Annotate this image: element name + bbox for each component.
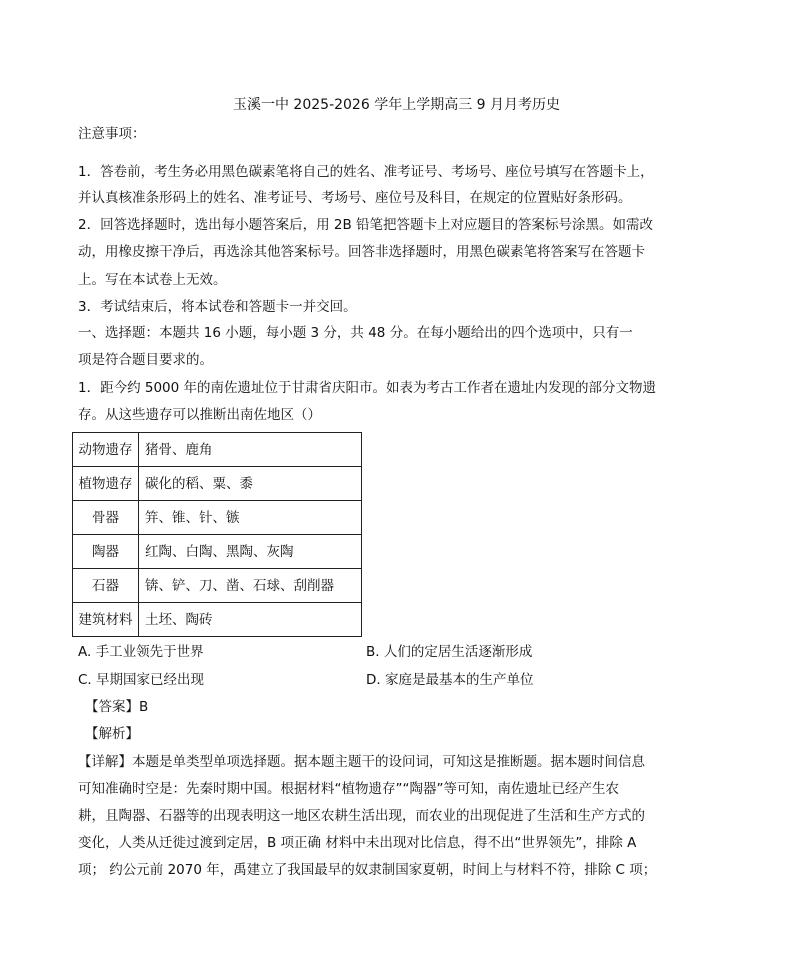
notice-line: 2．回答选择题时，选出每小题答案后，用 2B 铅笔把答题卡上对应题目的答案标号涂黑。如需改 bbox=[78, 217, 654, 233]
answer-label: 【答案】B bbox=[85, 699, 149, 715]
detail-line: 变化，人类从迁徙过渡到定居，B 项正确 材料中未出现对比信息，得不出“世界领先”，排除 A bbox=[78, 835, 637, 851]
option-d: D. 家庭是最基本的生产单位 bbox=[366, 672, 534, 688]
table-cell-category: 植物遗存 bbox=[73, 467, 139, 501]
detail-line: 可知准确时空是：先秦时期中国。根据材料“植物遗存”“陶器”等可知，南佐遗址已经产生农 bbox=[78, 781, 619, 797]
table-cell-category: 陶器 bbox=[73, 535, 139, 569]
detail-line: 【详解】本题是单类型单项选择题。据本题主题干的设问词，可知这是推断题。据本题时间信息 bbox=[78, 754, 645, 770]
table-cell-items: 猪骨、鹿角 bbox=[139, 433, 362, 467]
notice-line: 1．答卷前，考生务必用黑色碳素笔将自己的姓名、准考证号、考场号、座位号填写在答题卡上， bbox=[78, 164, 654, 180]
table-cell-category: 骨器 bbox=[73, 501, 139, 535]
relics-table bbox=[72, 432, 362, 637]
option-a: A. 手工业领先于世界 bbox=[78, 644, 204, 660]
notice-heading: 注意事项： bbox=[78, 126, 146, 142]
table-row bbox=[73, 433, 362, 467]
table-cell-items: 红陶、白陶、黑陶、灰陶 bbox=[139, 535, 362, 569]
table-cell-category: 石器 bbox=[73, 569, 139, 603]
table-cell-category: 建筑材料 bbox=[73, 603, 139, 637]
table-row bbox=[73, 603, 362, 637]
table-row bbox=[73, 501, 362, 535]
question-stem-line: 存。从这些遗存可以推断出南佐地区（） bbox=[78, 407, 321, 423]
table-cell-items: 碳化的稻、粟、黍 bbox=[139, 467, 362, 501]
table-row bbox=[73, 467, 362, 501]
table-cell-items: 笄、锥、针、镞 bbox=[139, 501, 362, 535]
notice-line: 3．考试结束后，将本试卷和答题卡一并交回。 bbox=[78, 299, 357, 315]
detail-line: 耕，且陶器、石器等的出现表明这一地区农耕生活出现，而农业的出现促进了生活和生产方式的 bbox=[78, 808, 645, 824]
table-cell-items: 土坯、陶砖 bbox=[139, 603, 362, 637]
analysis-heading: 【解析】 bbox=[85, 726, 139, 742]
option-b: B. 人们的定居生活逐渐形成 bbox=[366, 644, 533, 660]
notice-line: 并认真核准条形码上的姓名、准考证号、考场号、座位号及科目，在规定的位置贴好条形码。 bbox=[78, 190, 632, 206]
option-c: C. 早期国家已经出现 bbox=[78, 672, 205, 688]
question-stem-line: 1．距今约 5000 年的南佐遗址位于甘肃省庆阳市。如表为考古工作者在遗址内发现的部分文物遗 bbox=[78, 380, 657, 396]
section-heading-line: 项是符合题目要求的。 bbox=[78, 352, 213, 368]
notice-line: 动，用橡皮擦干净后，再选涂其他答案标号。回答非选择题时，用黑色碳素笔将答案写在答题卡 bbox=[78, 244, 645, 260]
table-row bbox=[73, 569, 362, 603]
exam-title: 玉溪一中 2025-2026 学年上学期高三 9 月月考历史 bbox=[232, 97, 561, 113]
table-row bbox=[73, 535, 362, 569]
notice-line: 上。写在本试卷上无效。 bbox=[78, 272, 227, 288]
table-cell-category: 动物遗存 bbox=[73, 433, 139, 467]
section-heading-line: 一、选择题：本题共 16 小题，每小题 3 分，共 48 分。在每小题给出的四个选项中，只有一 bbox=[78, 325, 633, 341]
table-cell-items: 锛、铲、刀、凿、石球、刮削器 bbox=[139, 569, 362, 603]
detail-line: 项； 约公元前 2070 年，禹建立了我国最早的奴隶制国家夏朝，时间上与材料不符，排除 C 项； bbox=[78, 862, 657, 878]
